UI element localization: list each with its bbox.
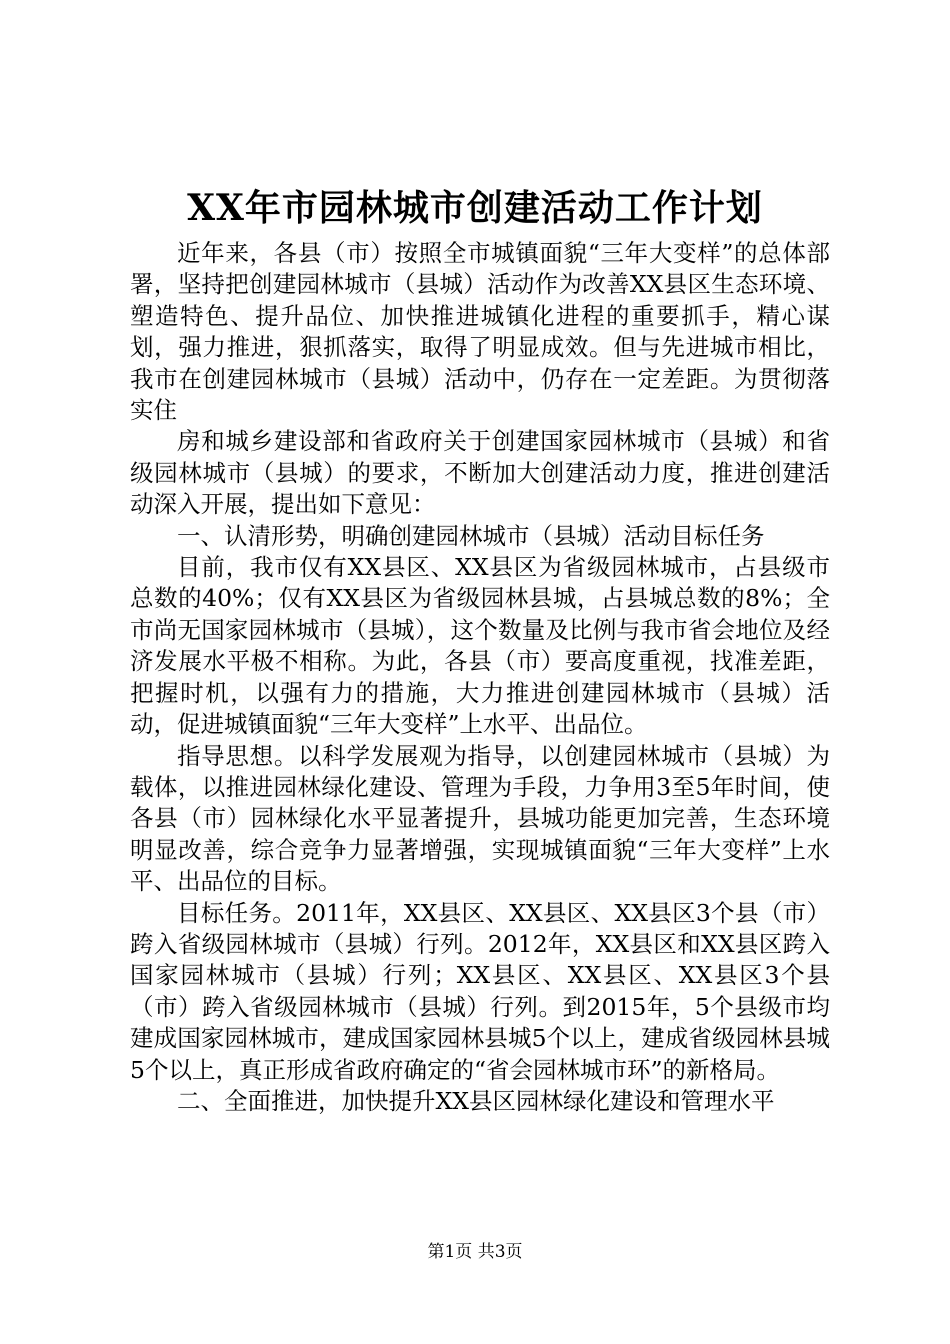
section-heading-2: 二、全面推进，加快提升XX县区园林绿化建设和管理水平 — [177, 1086, 775, 1115]
paragraph-targets: 目标任务。2011年，XX县区、XX县区、XX县区3个县（市）跨入省级园林城市（县城）行列。2012年，XX县区和XX县区跨入国家园林城市（县城）行列；XX县区、XX县区、XX县区3个县（市）跨入省级园林城市（县城）行列。到2015年，5个县级市均建成国家园林城市，建成国家园林县城5个以上，建成省级园林县城5个以上，真正形成省政府确定的“省会园林城市环”的新格局。 — [130, 898, 830, 1084]
document-body — [130, 238, 830, 1117]
paragraph-guiding-ideology: 指导思想。以科学发展观为指导，以创建园林城市（县城）为载体，以推进园林绿化建设、管理为手段，力争用3至5年时间，使各县（市）园林绿化水平显著提升，县城功能更加完善，生态环境明显改善，综合竞争力显著增强，实现城镇面貌“三年大变样”上水平、出品位的目标。 — [130, 741, 830, 896]
section-heading-1: 一、认清形势，明确创建园林城市（县城）活动目标任务 — [177, 521, 765, 550]
document-title: XX年市园林城市创建活动工作计划 — [187, 187, 763, 229]
paragraph-current-status: 目前，我市仅有XX县区、XX县区为省级园林城市，占县级市总数的40%；仅有XX县区为省级园林县城，占县城总数的8%；全市尚无国家园林城市（县城），这个数量及比例与我市省会地位及经济发展水平极不相称。为此，各县（市）要高度重视，找准差距，把握时机，以强有力的措施，大力推进创建园林城市（县城）活动，促进城镇面貌“三年大变样”上水平、出品位。 — [130, 553, 830, 739]
page-footer: 第1页 共3页 — [427, 1242, 523, 1262]
paragraph-intro: 近年来，各县（市）按照全市城镇面貌“三年大变样”的总体部署，坚持把创建园林城市（县城）活动作为改善XX县区生态环境、塑造特色、提升品位、加快推进城镇化进程的重要抓手，精心谋划，强力推进，狠抓落实，取得了明显成效。但与先进城市相比，我市在创建园林城市（县城）活动中，仍存在一定差距。为贯彻落实住 — [130, 239, 830, 425]
paragraph-requirements: 房和城乡建设部和省政府关于创建国家园林城市（县城）和省级园林城市（县城）的要求，不断加大创建活动力度，推进创建活动深入开展，提出如下意见： — [130, 427, 830, 519]
